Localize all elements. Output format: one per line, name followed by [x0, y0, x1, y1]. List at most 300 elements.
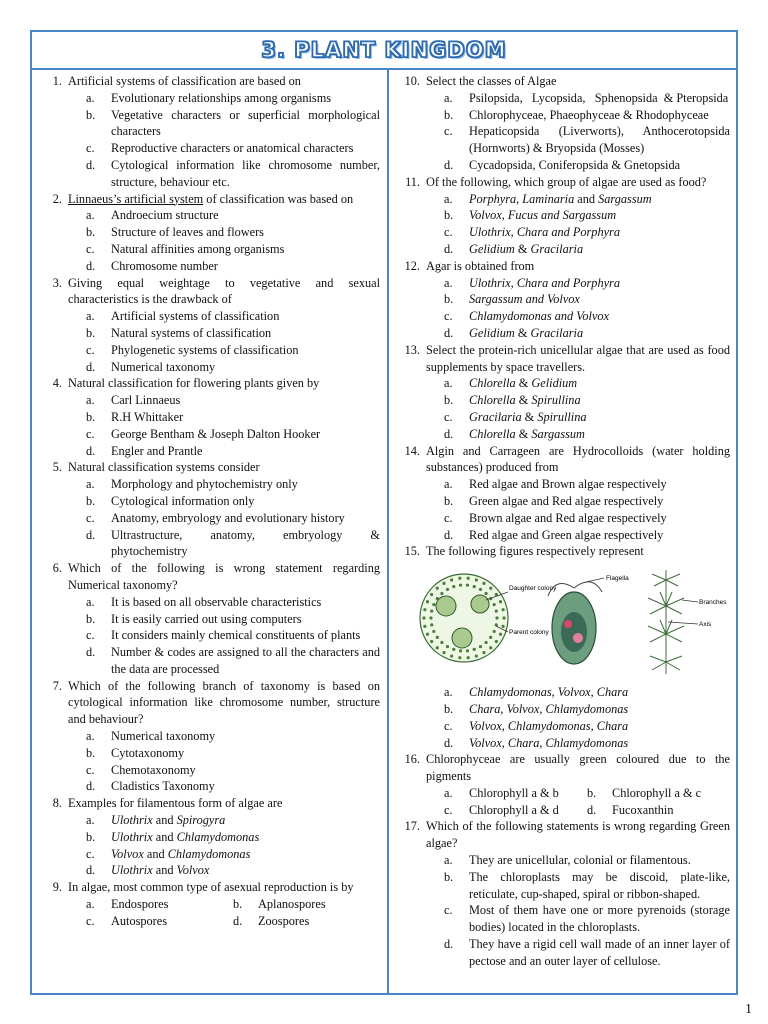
- option-text: Numerical taxonomy: [111, 729, 216, 744]
- right-column: [394, 73, 730, 970]
- option-c: [444, 123, 730, 157]
- option-letter: a.: [444, 477, 453, 492]
- option-letter: b.: [86, 829, 96, 844]
- question-figure: [416, 566, 730, 676]
- question-7: [36, 678, 380, 796]
- option-letter: b.: [444, 292, 454, 307]
- options: [444, 785, 730, 819]
- option-letter: b.: [86, 225, 96, 240]
- question-number: 1.: [52, 74, 62, 88]
- option-text: Artificial systems of classification: [111, 309, 280, 324]
- option-letter: d.: [86, 527, 96, 542]
- options: [86, 728, 380, 795]
- volvox-cell: [479, 588, 482, 591]
- option-text: Natural systems of classification: [111, 325, 272, 340]
- option-b: [444, 107, 730, 124]
- option-letter: b.: [86, 493, 96, 508]
- option-b: [86, 224, 380, 241]
- option-text: It is based on all observable characteristics: [111, 594, 322, 609]
- volvox-cell: [473, 585, 476, 588]
- option-b: [86, 611, 380, 628]
- option-text: Volvox and Chlamydomonas: [111, 846, 251, 861]
- option-c: [86, 913, 233, 930]
- option-text: Chlorella & Spirullina: [469, 393, 581, 408]
- option-text: Aplanospores: [258, 897, 326, 912]
- option-letter: a.: [86, 393, 95, 408]
- option-text: Ulothrix, Chara and Porphyra: [469, 225, 620, 240]
- option-letter: d.: [86, 157, 96, 172]
- volvox-cell: [495, 610, 498, 613]
- question-6: [36, 560, 380, 678]
- question-number: 15.: [404, 544, 420, 559]
- option-b: [86, 325, 380, 342]
- volvox-cell: [446, 588, 449, 591]
- option-d: [444, 325, 730, 342]
- options: [86, 90, 380, 191]
- option-text: Chara, Volvox, Chlamydomonas: [469, 701, 629, 716]
- option-text: Volvox, Chara, Chlamydomonas: [469, 735, 629, 750]
- option-d: [444, 241, 730, 258]
- question-13: [394, 342, 730, 443]
- option-inner: [86, 913, 167, 930]
- option-text: Chlamydomonas and Volvox: [469, 309, 610, 324]
- question-stem: [36, 73, 380, 90]
- option-letter: c.: [444, 903, 453, 918]
- page-frame: [30, 30, 738, 995]
- question-stem: [36, 678, 380, 728]
- option-letter: b.: [86, 745, 96, 760]
- question-text: Linnaeus’s artificial system of classification was based on: [68, 191, 354, 206]
- question-text: Giving equal weightage to vegetative and sexual characteristics is the drawback of: [68, 275, 380, 307]
- question-number: 9.: [52, 880, 62, 895]
- option-letter: d.: [86, 645, 96, 660]
- volvox-cell: [489, 636, 492, 639]
- question-number: 7.: [52, 678, 62, 693]
- question-stem: [394, 258, 730, 275]
- option-b: [444, 207, 730, 224]
- options: [444, 90, 730, 174]
- option-text: Phylogenetic systems of classification: [111, 342, 299, 357]
- option-text: They are unicellular, colonial or filamentous.: [469, 853, 691, 868]
- option-text: Endospores: [111, 897, 169, 912]
- volvox-cell: [475, 655, 478, 658]
- option-a: [86, 812, 380, 829]
- question-9: [36, 879, 380, 929]
- option-letter: c.: [444, 802, 453, 817]
- option-letter: d.: [444, 241, 454, 256]
- option-a: [444, 275, 730, 292]
- volvox-cell: [502, 617, 505, 620]
- option-text: Chromosome number: [111, 258, 218, 273]
- volvox-cell: [484, 592, 487, 595]
- question-2: [36, 191, 380, 275]
- option-a: [86, 896, 233, 913]
- question-stem: [394, 73, 730, 90]
- option-c: [86, 510, 380, 527]
- volvox-cell: [479, 645, 482, 648]
- option-text: Anatomy, embryology and evolutionary history: [111, 510, 345, 525]
- option-a: [444, 375, 730, 392]
- volvox-cell: [430, 610, 433, 613]
- volvox-cell: [432, 603, 435, 606]
- option-letter: d.: [587, 802, 597, 817]
- option-letter: d.: [86, 258, 96, 273]
- chara-drawing: [648, 570, 698, 674]
- volvox-cell: [459, 649, 462, 652]
- option-d: [86, 258, 380, 275]
- option-text: Ulothrix, Chara and Porphyra: [469, 275, 620, 290]
- option-b: [444, 392, 730, 409]
- option-c: [86, 140, 380, 157]
- option-text: Cytological information only: [111, 493, 255, 508]
- volvox-cell: [489, 587, 492, 590]
- question-text: Artificial systems of classification are based on: [68, 74, 301, 88]
- question-stem: [36, 459, 380, 476]
- question-text: Examples for filamentous form of algae are: [68, 796, 283, 811]
- options: [444, 684, 730, 751]
- volvox-cell: [446, 645, 449, 648]
- volvox-cell: [466, 649, 469, 652]
- volvox-cell: [466, 584, 469, 587]
- question-number: 8.: [52, 796, 62, 811]
- option-letter: d.: [444, 426, 454, 441]
- question-stem: [394, 751, 730, 785]
- option-letter: a.: [444, 685, 453, 700]
- option-a: [86, 728, 380, 745]
- volvox-cell: [452, 585, 455, 588]
- option-letter: d.: [444, 937, 454, 952]
- option-d: [444, 426, 730, 443]
- options: [444, 275, 730, 342]
- option-b: [444, 291, 730, 308]
- option-c: [444, 308, 730, 325]
- left-column: [36, 73, 380, 930]
- question-number: 17.: [404, 819, 420, 834]
- question-text: Select the protein-rich unicellular algae that are used as food supplements by space travellers.: [426, 342, 730, 374]
- option-d: [86, 359, 380, 376]
- option-b: [86, 409, 380, 426]
- option-letter: d.: [444, 325, 454, 340]
- option-c: [86, 846, 380, 863]
- question-16: [394, 751, 730, 818]
- label-branches: Branches: [699, 599, 727, 607]
- option-c: [444, 224, 730, 241]
- question-text: In algae, most common type of asexual reproduction is by: [68, 880, 354, 895]
- question-text: Which of the following is wrong statement regarding Numerical taxonomy?: [68, 561, 380, 592]
- option-text: It considers mainly chemical constituents of plants: [111, 628, 361, 643]
- option-d: [86, 527, 380, 561]
- option-text: Cycadopsida, Coniferopsida & Gnetopsida: [469, 157, 681, 172]
- page-number: 1: [745, 1002, 752, 1017]
- volvox-cell: [482, 582, 485, 585]
- volvox-cell: [422, 617, 425, 620]
- option-d: [86, 862, 380, 879]
- option-letter: b.: [444, 701, 454, 716]
- option-text: Chlorophyceae, Phaeophyceae & Rhodophyceae: [469, 107, 709, 122]
- options: [86, 594, 380, 678]
- option-c: [444, 902, 730, 936]
- volvox-cell: [458, 577, 461, 580]
- option-pair: [86, 913, 380, 930]
- question-number: 2.: [52, 191, 62, 206]
- option-letter: b.: [444, 869, 454, 884]
- option-letter: b.: [444, 107, 454, 122]
- option-text: Chlorophyll a & c: [612, 785, 702, 800]
- question-text: Which of the following branch of taxonomy is based on cytological information like chromosome number, structure and behaviour?: [68, 678, 380, 727]
- question-stem: [36, 191, 380, 208]
- option-letter: c.: [444, 309, 453, 324]
- question-stem: [36, 275, 380, 309]
- volvox-cell: [484, 641, 487, 644]
- question-12: [394, 258, 730, 342]
- option-text: Morphology and phytochemistry only: [111, 477, 298, 492]
- option-text: The chloroplasts may be discoid, plate-like, reticulate, cup-shaped, spiral or ribbon-shaped.: [469, 869, 730, 901]
- question-stem: [394, 443, 730, 477]
- options: [444, 191, 730, 258]
- question-text: Of the following, which group of algae are used as food?: [426, 174, 707, 189]
- option-letter: a.: [86, 813, 95, 828]
- option-letter: c.: [444, 718, 453, 733]
- option-letter: c.: [86, 141, 95, 156]
- volvox-cell: [499, 633, 502, 636]
- question-text: Agar is obtained from: [426, 258, 535, 273]
- option-letter: d.: [233, 913, 243, 928]
- option-a: [444, 476, 730, 493]
- option-letter: a.: [86, 897, 95, 912]
- option-a: [444, 191, 730, 208]
- question-number: 3.: [52, 275, 62, 290]
- options: [444, 375, 730, 442]
- option-letter: c.: [444, 409, 453, 424]
- option-inner: [233, 913, 309, 930]
- question-text: Chlorophyceae are usually green coloured due to the pigments: [426, 752, 730, 784]
- option-c: [444, 718, 730, 735]
- question-4: [36, 375, 380, 459]
- option-a: [444, 785, 587, 802]
- option-b: [233, 896, 380, 913]
- option-text: Androecium structure: [111, 208, 219, 223]
- option-inner: [444, 802, 559, 819]
- option-letter: d.: [86, 443, 96, 458]
- option-text: Evolutionary relationships among organisms: [111, 90, 332, 105]
- option-letter: b.: [444, 208, 454, 223]
- option-text: Green algae and Red algae respectively: [469, 493, 664, 508]
- option-letter: c.: [86, 913, 95, 928]
- options: [86, 392, 380, 459]
- option-pair: [444, 802, 730, 819]
- option-letter: a.: [444, 853, 453, 868]
- option-b: [444, 869, 730, 903]
- option-letter: c.: [86, 762, 95, 777]
- column-divider: [387, 70, 389, 993]
- question-text: The following figures respectively represent: [426, 544, 644, 559]
- option-inner: [233, 896, 326, 913]
- volvox-cell: [436, 587, 439, 590]
- option-letter: d.: [444, 735, 454, 750]
- question-stem: [394, 342, 730, 376]
- page-title: 3. PLANT KINGDOM: [261, 38, 507, 62]
- option-text: Volvox, Chlamydomonas, Chara: [469, 718, 629, 733]
- option-d: [86, 157, 380, 191]
- question-text: Select the classes of Algae: [426, 74, 557, 88]
- option-letter: c.: [86, 426, 95, 441]
- question-17: [394, 818, 730, 969]
- options: [86, 812, 380, 879]
- option-d: [86, 778, 380, 795]
- question-15: [394, 543, 730, 751]
- volvox-cell: [502, 608, 505, 611]
- option-c: [86, 762, 380, 779]
- option-letter: c.: [86, 510, 95, 525]
- volvox-cell: [423, 608, 426, 611]
- option-a: [86, 90, 380, 107]
- option-letter: c.: [86, 628, 95, 643]
- option-letter: d.: [86, 863, 96, 878]
- question-10: [394, 73, 730, 174]
- volvox-cell: [432, 630, 435, 633]
- question-14: [394, 443, 730, 544]
- volvox-cell: [502, 625, 505, 628]
- volvox-cell: [452, 648, 455, 651]
- question-stem: [36, 795, 380, 812]
- option-text: Reproductive characters or anatomical characters: [111, 141, 354, 156]
- option-text: Fucoxanthin: [612, 802, 674, 817]
- question-number: 10.: [404, 74, 420, 88]
- options: [444, 476, 730, 543]
- option-text: Chlamydomonas, Volvox, Chara: [469, 685, 629, 700]
- option-a: [86, 308, 380, 325]
- option-letter: d.: [444, 527, 454, 542]
- question-text: Algin and Carrageen are Hydrocolloids (water holding substances) produced from: [426, 443, 730, 475]
- volvox-cell: [467, 656, 470, 659]
- option-text: Most of them have one or more pyrenoids (storage bodies) located in the chloroplasts.: [469, 903, 730, 935]
- question-number: 6.: [52, 561, 62, 576]
- option-text: Numerical taxonomy: [111, 359, 216, 374]
- algae-figure: [416, 566, 736, 676]
- question-text: Natural classification for flowering plants given by: [68, 376, 320, 391]
- question-3: [36, 275, 380, 376]
- option-letter: d.: [86, 359, 96, 374]
- volvox-cell: [430, 593, 433, 596]
- option-letter: a.: [86, 594, 95, 609]
- option-letter: b.: [86, 107, 96, 122]
- option-text: Porphyra, Laminaria and Sargassum: [469, 191, 652, 206]
- option-letter: a.: [444, 90, 453, 105]
- option-text: Cytological information like chromosome number, structure, behaviour etc.: [111, 157, 380, 189]
- option-a: [444, 684, 730, 701]
- option-letter: a.: [86, 729, 95, 744]
- option-text: Chemotaxonomy: [111, 762, 196, 777]
- option-b: [86, 493, 380, 510]
- options: [86, 308, 380, 375]
- option-letter: b.: [444, 493, 454, 508]
- question-8: [36, 795, 380, 879]
- option-a: [86, 476, 380, 493]
- option-text: Carl Linnaeus: [111, 393, 181, 408]
- option-b: [86, 107, 380, 141]
- option-text: George Bentham & Joseph Dalton Hooker: [111, 426, 321, 441]
- volvox-cell: [426, 600, 429, 603]
- question-stem: [36, 560, 380, 594]
- question-stem: [394, 174, 730, 191]
- option-text: R.H Whittaker: [111, 409, 184, 424]
- option-letter: c.: [444, 225, 453, 240]
- volvox-cell: [423, 625, 426, 628]
- option-c: [86, 426, 380, 443]
- options: [86, 207, 380, 274]
- option-letter: b.: [86, 611, 96, 626]
- option-c: [444, 409, 730, 426]
- option-a: [86, 207, 380, 224]
- question-number: 14.: [404, 443, 420, 458]
- volvox-cell: [426, 633, 429, 636]
- option-pair: [86, 896, 380, 913]
- option-text: Red algae and Brown algae respectively: [469, 477, 667, 492]
- option-letter: b.: [86, 325, 96, 340]
- option-text: Vegetative characters or superficial morphological characters: [111, 107, 380, 139]
- option-text: It is easily carried out using computers: [111, 611, 302, 626]
- volvox-drawing: [420, 574, 508, 662]
- option-c: [444, 802, 587, 819]
- options: [86, 896, 380, 930]
- option-text: Red algae and Green algae respectively: [469, 527, 664, 542]
- options: [86, 476, 380, 560]
- volvox-cell: [430, 640, 433, 643]
- option-b: [587, 785, 730, 802]
- question-stem: [36, 375, 380, 392]
- option-text: Chlorophyll a & d: [469, 802, 559, 817]
- option-inner: [444, 785, 559, 802]
- option-text: Number & codes are assigned to all the characters and the data are processed: [111, 645, 380, 676]
- option-inner: [86, 896, 168, 913]
- option-letter: c.: [86, 342, 95, 357]
- option-letter: c.: [86, 241, 95, 256]
- volvox-cell: [475, 578, 478, 581]
- option-letter: d.: [444, 157, 454, 172]
- option-letter: a.: [86, 208, 95, 223]
- option-text: Ultrastructure, anatomy, embryology & phytochemistry: [111, 527, 380, 559]
- option-text: Chlorophyll a & b: [469, 785, 559, 800]
- option-text: Chlorella & Gelidium: [469, 376, 578, 391]
- option-pair: [444, 785, 730, 802]
- question-text: Natural classification systems consider: [68, 460, 260, 475]
- question-5: [36, 459, 380, 560]
- option-letter: c.: [444, 510, 453, 525]
- volvox-cell: [436, 636, 439, 639]
- volvox-cell: [473, 648, 476, 651]
- label-axis: Axis: [699, 621, 712, 629]
- question-1: [36, 73, 380, 191]
- volvox-cell: [495, 640, 498, 643]
- volvox-cell: [442, 651, 445, 654]
- option-letter: b.: [444, 393, 454, 408]
- option-a: [444, 90, 730, 107]
- volvox-cell: [450, 655, 453, 658]
- volvox-cell: [440, 641, 443, 644]
- question-11: [394, 174, 730, 258]
- option-text: Hepaticopsida (Liverworts), Anthocerotopsida (Hornworts) & Bryopsida (Mosses): [469, 124, 730, 156]
- option-b: [86, 745, 380, 762]
- options: [444, 852, 730, 970]
- option-d: [444, 735, 730, 752]
- volvox-cell: [482, 651, 485, 654]
- option-letter: a.: [444, 275, 453, 290]
- volvox-cell: [440, 592, 443, 595]
- volvox-cell: [429, 617, 432, 620]
- option-c: [86, 241, 380, 258]
- option-letter: a.: [86, 309, 95, 324]
- option-letter: a.: [444, 191, 453, 206]
